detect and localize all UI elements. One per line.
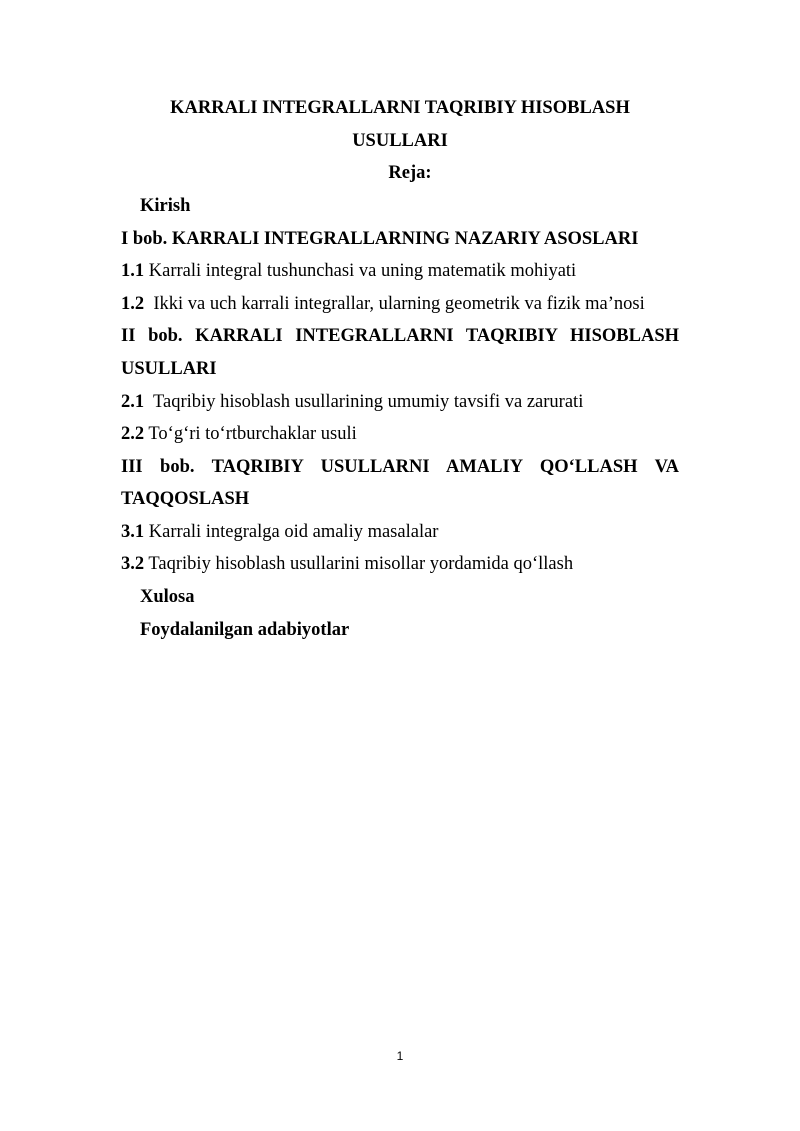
toc-chapter-3-line-2: TAQQOSLASH — [121, 489, 250, 509]
toc-chapter-1: I bob. KARRALI INTEGRALLARNING NAZARIY ASOSLARI — [121, 229, 639, 249]
toc-item-number: 2.1 — [121, 392, 145, 412]
toc-references: Foydalanilgan adabiyotlar — [140, 620, 350, 640]
toc-item-text: Karrali integralga oid amaliy masalalar — [144, 522, 439, 542]
toc-item-text: Ikki va uch karrali integrallar, ularning geometrik va fizik ma’nosi — [144, 294, 645, 314]
toc-item-text: To‘g‘ri to‘rtburchaklar usuli — [144, 424, 357, 444]
toc-item-text: Taqribiy hisoblash usullarini misollar yordamida qo‘llash — [144, 554, 574, 574]
toc-item-text: Taqribiy hisoblash usullarining umumiy tavsifi va zarurati — [144, 392, 584, 412]
toc-chapter-2-line-2: USULLARI — [121, 359, 217, 379]
toc-item-number: 3.1 — [121, 522, 145, 542]
document-title-line-2-text: USULLARI — [352, 131, 448, 151]
toc-item-3-1 — [121, 521, 438, 543]
toc-item-number: 3.2 — [121, 554, 145, 574]
document-title-line-2 — [118, 130, 682, 152]
toc-item-text: Karrali integral tushunchasi va uning matematik mohiyati — [144, 261, 577, 281]
toc-item-2-2 — [121, 423, 357, 445]
toc-conclusion: Xulosa — [140, 587, 195, 607]
toc-item-number: 1.1 — [121, 261, 145, 281]
toc-item-number: 2.2 — [121, 424, 145, 444]
toc-item-1-2 — [121, 293, 645, 315]
plan-heading: Reja: — [388, 163, 432, 183]
document-title-line-1: KARRALI INTEGRALLARNI TAQRIBIY HISOBLASH — [170, 98, 630, 118]
toc-item-number: 1.2 — [121, 294, 145, 314]
toc-chapter-2-line-1: II bob. KARRALI INTEGRALLARNI TAQRIBIY HISOBLASH — [121, 326, 679, 346]
toc-chapter-3-line-1: III bob. TAQRIBIY USULLARNI AMALIY QO‘LLASH VA — [121, 457, 679, 477]
toc-item-2-1 — [121, 391, 583, 413]
toc-item-1-1 — [121, 260, 576, 282]
toc-item-3-2 — [121, 553, 573, 575]
toc-intro: Kirish — [140, 196, 191, 216]
page-number: 1 — [396, 1049, 404, 1063]
